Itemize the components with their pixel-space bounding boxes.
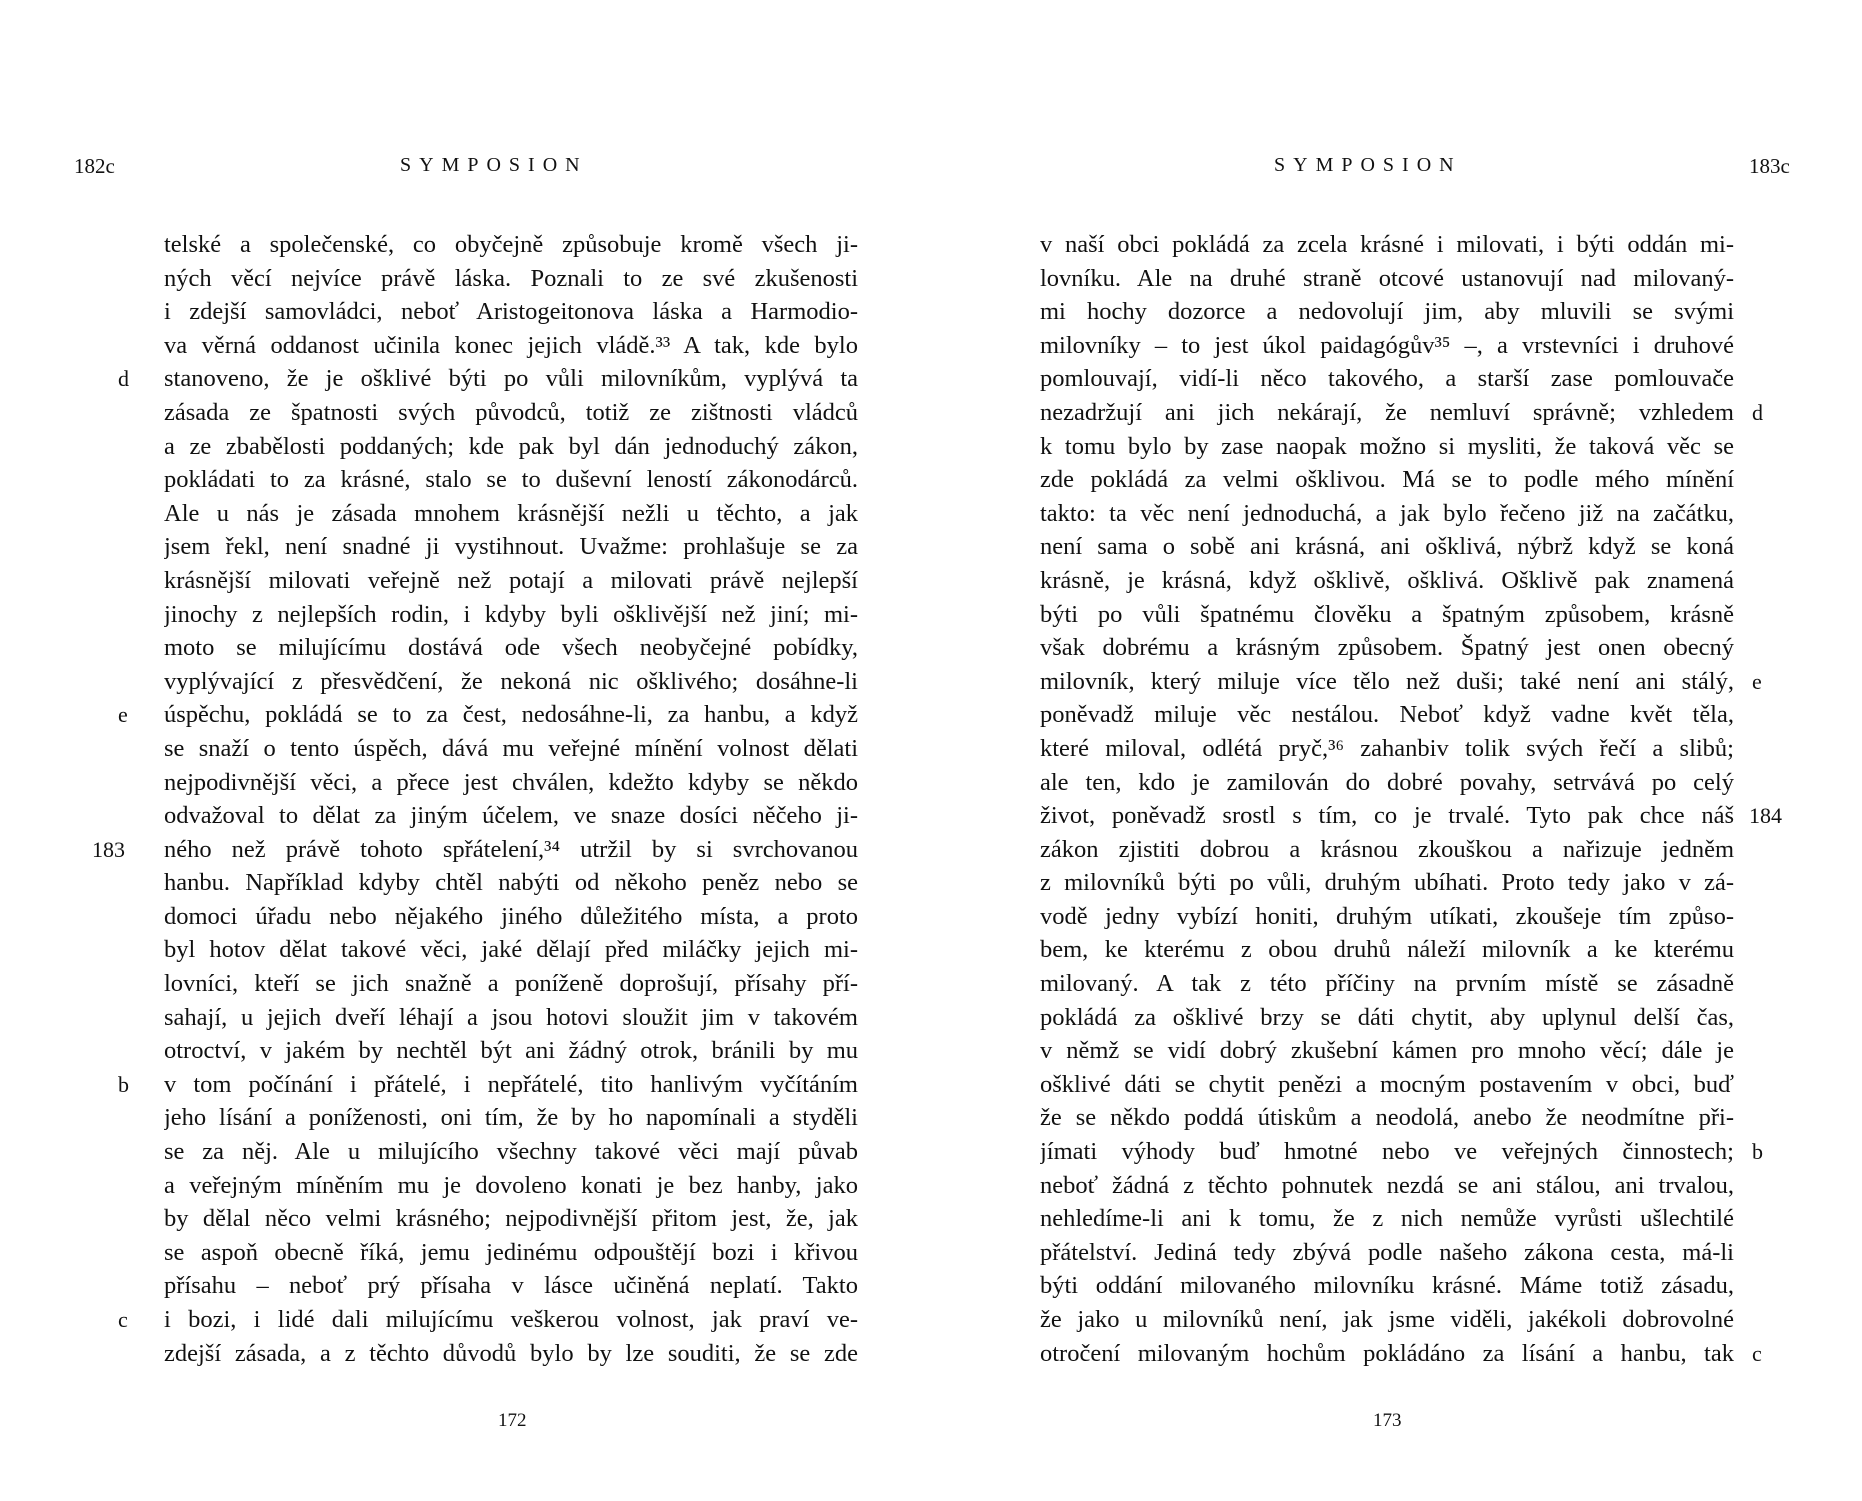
text-line: nehledíme-li ani k tomu, že z nich nemůže vyrůsti ušlechtilé <box>1040 1205 1734 1233</box>
text-line: pokládati to za krásné, stalo se to duševní leností zákonodárců. <box>164 466 858 494</box>
right-page <box>931 0 1862 1501</box>
text-line: telské a společenské, co obyčejně způsobuje kromě všech ji- <box>164 231 858 258</box>
text-line: zdejší zásada, a z těchto důvodů bylo by lze souditi, že se zde <box>164 1339 858 1367</box>
page-number: 173 <box>1373 1410 1402 1431</box>
text-line: že jako u milovníků není, jak jsme viděli, jakékoli dobrovolné <box>1040 1306 1734 1333</box>
margin-label-183: 183 <box>92 836 125 862</box>
text-line: i bozi, i lidé dali milujícímu veškerou volnost, jak praví ve- <box>164 1306 858 1333</box>
text-line: milovaný. A tak z této příčiny na prvním místě se zásadně <box>1040 970 1734 998</box>
text-line: va věrná oddanost učinila konec jejich vládě.³³ A tak, kde bylo <box>164 331 858 359</box>
text-line: nejpodivnější věci, a přece jest chválen, kdežto kdyby se někdo <box>164 768 858 796</box>
text-line: však dobrému a krásným způsobem. Špatný jest onen obecný <box>1040 634 1734 662</box>
text-line: v tom počínání i přátelé, i nepřátelé, tito hanlivým vyčítáním <box>164 1070 858 1098</box>
text-line: v němž se vidí dobrý zkušební kámen pro mnoho věcí; dále je <box>1040 1037 1734 1065</box>
text-line: stanoveno, že je ošklivé býti po vůli milovníkům, vyplývá ta <box>164 365 858 393</box>
text-line: bem, ke kterému z obou druhů náleží milovník a ke kterému <box>1040 936 1734 964</box>
text-line: které miloval, odlétá pryč,³⁶ zahanbiv tolik svých řečí a slibů; <box>1040 734 1734 762</box>
text-line: ošklivé dáti se chytit penězi a mocným postavením v obci, buď <box>1040 1070 1734 1098</box>
text-line: poněvadž miluje věc nestálou. Neboť když vadne květ těla, <box>1040 701 1734 729</box>
text-line: v naší obci pokládá za zcela krásné i milovati, i býti oddán mi- <box>1040 231 1734 258</box>
text-line: domoci úřadu nebo nějakého jiného důležitého místa, a proto <box>164 902 858 930</box>
text-line: jímati výhody buď hmotné nebo ve veřejných činnostech; <box>1040 1138 1734 1166</box>
text-line: není sama o sobě ani krásná, ani ošklivá, nýbrž když se koná <box>1040 533 1734 561</box>
text-line: Ale u nás je zásada mnohem krásnější nežli u těchto, a jak <box>164 499 858 527</box>
text-column <box>164 228 858 1370</box>
text-line: se snaží o tento úspěch, dává mu veřejné mínění volnost dělati <box>164 734 858 762</box>
text-line: z milovníků býti po vůli, druhým ubíhati. Proto tedy jako v zá- <box>1040 869 1734 897</box>
text-line: k tomu bylo by zase naopak možno si mysliti, že taková věc se <box>1040 432 1734 460</box>
margin-label-b: b <box>118 1072 129 1097</box>
text-line: hanbu. Například kdyby chtěl nabýti od někoho peněz nebo se <box>164 869 858 897</box>
text-line: se aspoň obecně říká, jemu jedinému odpouštějí bozi i křivou <box>164 1238 858 1266</box>
text-line: otroctví, v jakém by nechtěl být ani žádný otrok, bránili by mu <box>164 1037 858 1065</box>
text-line: neboť žádná z těchto pohnutek nezdá se ani stálou, ani trvalou, <box>1040 1171 1734 1199</box>
text-line: že se někdo poddá útiskům a neodolá, anebo že neodmítne při- <box>1040 1104 1734 1132</box>
text-line: býti oddání milovaného milovníku krásné. Máme totiž zásadu, <box>1040 1272 1734 1300</box>
text-line: zde pokládá za velmi ošklivou. Má se to podle mého mínění <box>1040 466 1734 494</box>
text-line: otročení milovaným hochům pokládáno za lísání a hanbu, tak <box>1040 1339 1734 1367</box>
margin-label-c: c <box>1752 1340 1762 1366</box>
text-line: úspěchu, pokládá se to za čest, nedosáhne-li, za hanbu, a když <box>164 701 858 729</box>
text-line: mi hochy dozorce a nedovolují jim, aby mluvili se svými <box>1040 298 1734 326</box>
text-line: jinochy z nejlepších rodin, i kdyby byli ošklivější než jiní; mi- <box>164 600 858 628</box>
text-line: ných věcí nejvíce právě láska. Poznali to ze své zkušenosti <box>164 264 858 292</box>
margin-label-e: e <box>1752 668 1762 694</box>
text-line: odvažoval to dělat za jiným účelem, ve snaze dosíci něčeho ji- <box>164 802 858 830</box>
text-line: zákon zjistiti dobrou a krásnou zkouškou a nařizuje jedněm <box>1040 835 1734 863</box>
text-line: byl hotov dělat takové věci, jaké dělají před miláčky jejich mi- <box>164 936 858 964</box>
text-line: býti po vůli špatnému člověku a špatným způsobem, krásně <box>1040 600 1734 628</box>
text-line: i zdejší samovládci, neboť Aristogeitonova láska a Harmodio- <box>164 298 858 326</box>
text-line: krásně, je krásná, když ošklivě, ošklivá. Ošklivě pak znamená <box>1040 566 1734 594</box>
page-number: 172 <box>498 1410 527 1431</box>
text-line: by dělal něco velmi krásného; nejpodivnější přitom jest, že, jak <box>164 1205 858 1233</box>
text-line: takto: ta věc není jednoduchá, a jak bylo řečeno již na začátku, <box>1040 499 1734 527</box>
text-line: lovníku. Ale na druhé straně otcové ustanovují nad milovaný- <box>1040 264 1734 292</box>
text-line: jsem řekl, není snadné ji vystihnout. Uvažme: prohlašuje se za <box>164 533 858 561</box>
text-line: krásnější milovati veřejně než potají a milovati právě nejlepší <box>164 566 858 594</box>
margin-label-d: d <box>118 366 129 392</box>
text-line: vyplývající z přesvědčení, že nekoná nic ošklivého; dosáhne-li <box>164 667 858 695</box>
text-line: jeho lísání a poníženosti, oni tím, že by ho napomínali a styděli <box>164 1104 858 1132</box>
stephanus-reference: 183c <box>1749 154 1790 178</box>
text-line: život, poněvadž srostl s tím, co je trvalé. Tyto pak chce náš <box>1040 802 1734 830</box>
text-line: sahají, u jejich dveří léhají a jsou hotovi sloužit jim v takovém <box>164 1003 858 1031</box>
text-line: ného než právě tohoto spřátelení,³⁴ utržil by si svrchovanou <box>164 835 858 863</box>
margin-label-e: e <box>118 702 128 728</box>
text-line: se za něj. Ale u milujícího všechny takové věci mají půvab <box>164 1138 858 1166</box>
margin-label-c: c <box>118 1307 128 1333</box>
text-line: zásada ze špatnosti svých původců, totiž ze zištnosti vládců <box>164 398 858 426</box>
margin-label-184: 184 <box>1749 803 1782 829</box>
text-line: ale ten, kdo je zamilován do dobré povahy, setrvává po celý <box>1040 768 1734 796</box>
text-line: moto se milujícímu dostává ode všech neobyčejné pobídky, <box>164 634 858 662</box>
text-line: přísahu – neboť prý přísaha v lásce učiněná neplatí. Takto <box>164 1272 858 1300</box>
text-line: milovník, který miluje více tělo než duši; také není ani stálý, <box>1040 667 1734 695</box>
text-line: milovníky – to jest úkol paidagógův³⁵ –, a vrstevníci i druhové <box>1040 331 1734 359</box>
margin-label-b: b <box>1752 1139 1763 1165</box>
margin-label-d: d <box>1752 400 1763 425</box>
text-line: nezadržují ani jich nekárají, že nemluví správně; vzhledem <box>1040 398 1734 426</box>
running-title: SYMPOSION <box>400 154 588 176</box>
text-line: a veřejným míněním mu je dovoleno konati je bez hanby, jako <box>164 1171 858 1199</box>
text-line: přátelství. Jediná tedy zbývá podle našeho zákona cesta, má-li <box>1040 1238 1734 1266</box>
running-title: SYMPOSION <box>1274 154 1462 176</box>
text-line: pomlouvají, vidí-li něco takového, a starší zase pomlouvače <box>1040 365 1734 393</box>
text-line: pokládá za ošklivé brzy se dáti chytit, aby uplynul delší čas, <box>1040 1003 1734 1031</box>
text-line: a ze zbabělosti poddaných; kde pak byl dán jednoduchý zákon, <box>164 432 858 460</box>
stephanus-reference: 182c <box>74 154 115 178</box>
text-line: lovníci, kteří se jich snažně a poníženě doprošují, přísahy pří- <box>164 970 858 998</box>
text-column <box>1040 228 1734 1370</box>
text-line: vodě jedny vybízí honiti, druhým utíkati, zkoušeje tím způso- <box>1040 902 1734 930</box>
